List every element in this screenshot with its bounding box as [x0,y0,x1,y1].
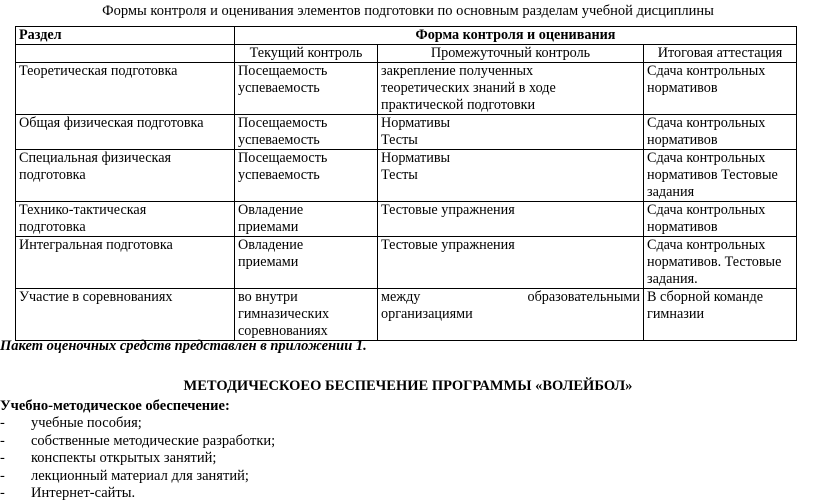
table-row [16,289,797,341]
list-item: - Интернет-сайты. [0,485,136,501]
header-empty-cell [16,45,235,63]
subheader-current: Текущий контроль [235,45,378,63]
cell-section: Общая физическая подготовка [16,115,235,150]
cell-section: Интегральная подготовка [16,237,235,289]
table-row [16,63,797,115]
list-bullet: - [0,432,5,449]
subheader-intermediate: Промежуточный контроль [378,45,644,63]
cell-final: Сдача контрольных нормативов [644,202,797,237]
cell-final: Сдача контрольных нормативов [644,115,797,150]
list-item: - собственные методические разработки; [0,432,276,449]
cell-intermediate: закрепление полученных теоретических знаний в ходе практической подготовки [378,63,644,115]
cell-section: Специальная физическая подготовка [16,150,235,202]
table-row [16,202,797,237]
list-item: - лекционный материал для занятий; [0,467,249,484]
cell-intermediate: Тестовые упражнения [378,237,644,289]
document-title: Формы контроля и оценивания элементов подготовки по основным разделам учебной дисциплины [102,3,714,19]
subheader-final: Итоговая аттестация [644,45,797,63]
list-bullet: - [0,467,5,484]
cell-final: В сборной команде гимназии [644,289,797,341]
appendix-note: Пакет оценочных средств представлен в приложении 1. [0,338,367,354]
list-item: - конспекты открытых занятий; [0,450,217,466]
cell-final: Сдача контрольных нормативов [644,63,797,115]
cell-current: Посещаемость успеваемость [235,150,378,202]
cell-current: Посещаемость успеваемость [235,63,378,115]
list-bullet: - [0,450,5,466]
cell-current: Посещаемость успеваемость [235,115,378,150]
header-section: Раздел [16,27,235,45]
cell-current: Овладение приемами [235,202,378,237]
cell-section: Теоретическая подготовка [16,63,235,115]
table-row [16,115,797,150]
cell-intermediate: Нормативы Тесты [378,150,644,202]
resources-list [0,415,275,503]
header-form: Форма контроля и оценивания [235,27,797,45]
cell-current: Овладение приемами [235,237,378,289]
cell-section: Технико-тактическая подготовка [16,202,235,237]
subheading: Учебно-методическое обеспечение: [0,398,230,414]
cell-current: во внутри гимназических соревнованиях [235,289,378,341]
cell-section: Участие в соревнованиях [16,289,235,341]
cell-final: Сдача контрольных нормативов. Тестовые задания. [644,237,797,289]
cell-intermediate: между образовательными организациями [378,289,644,341]
list-item: - учебные пособия; [0,415,142,431]
cell-final: Сдача контрольных нормативов Тестовые задания [644,150,797,202]
table-row [16,150,797,202]
list-bullet: - [0,485,5,501]
cell-intermediate: Нормативы Тесты [378,115,644,150]
table-row [16,237,797,289]
section-heading: МЕТОДИЧЕСКОЕО БЕСПЕЧЕНИЕ ПРОГРАММЫ «ВОЛЕЙБОЛ» [183,378,633,394]
list-bullet: - [0,415,5,431]
cell-intermediate: Тестовые упражнения [378,202,644,237]
control-forms-table [15,26,797,341]
